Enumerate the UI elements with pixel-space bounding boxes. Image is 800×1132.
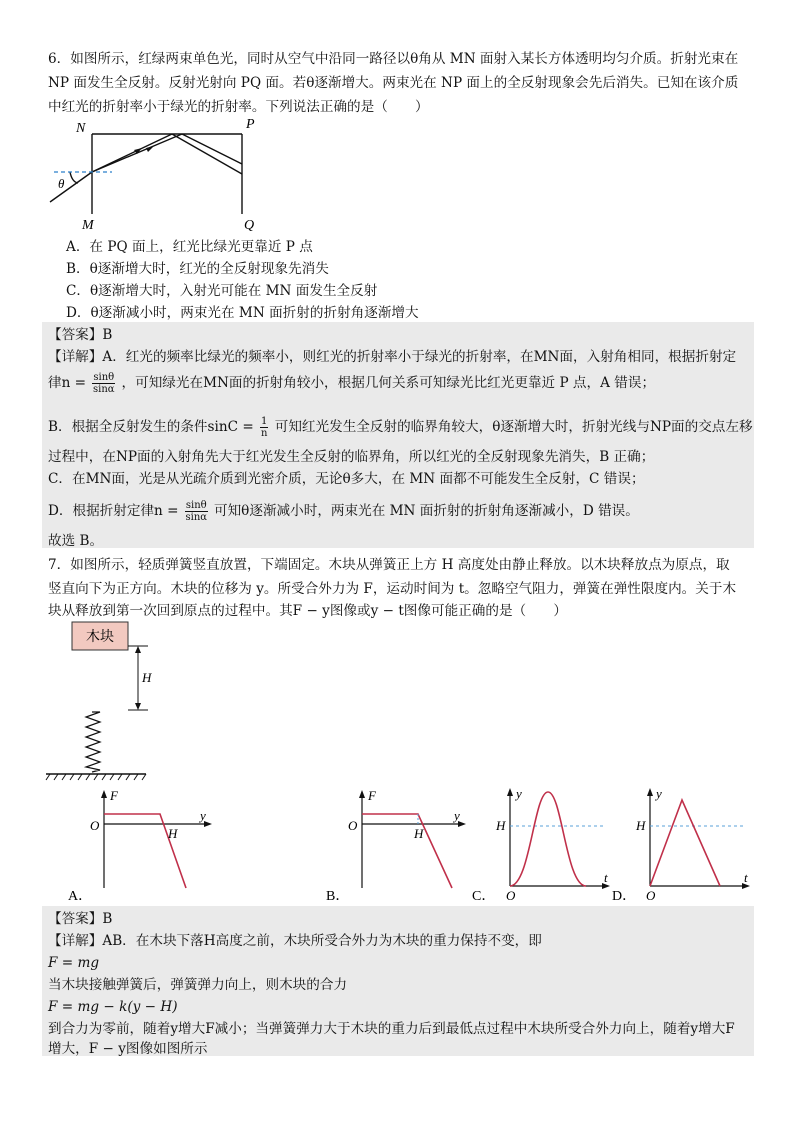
- graph-b: [322, 786, 492, 904]
- q7-spring-diagram: [44, 618, 164, 782]
- label-m: M: [82, 218, 94, 232]
- svg-text:t: t: [604, 870, 608, 885]
- q7-eq-2: F = mg − k(y − H): [48, 999, 178, 1015]
- q6-explain-a-1: 【详解】A．红光的频率比绿光的频率小，则红光的折射率小于绿光的折射率，在MN面，入射角相同，根据折射定: [48, 349, 737, 365]
- svg-text:y: y: [656, 786, 662, 801]
- graph-d: [612, 782, 762, 904]
- q6-prism-diagram: [44, 116, 284, 232]
- svg-text:H: H: [496, 818, 506, 833]
- svg-text:H: H: [168, 826, 178, 841]
- label-n: N: [76, 121, 86, 136]
- q6-answer: 【答案】B: [48, 327, 113, 343]
- q6-stem-line-2: NP 面发生全反射。反射光射向 PQ 面。若θ逐渐增大。两束光在 NP 面上的全反射现象会先后消失。已知在该介质: [48, 75, 739, 91]
- reflected-ray-1: [172, 134, 242, 174]
- label-theta: θ: [58, 176, 65, 191]
- svg-text:O: O: [506, 888, 516, 903]
- q6-explain-b-2: 过程中，在NP面的入射角先大于红光发生全反射的临界角，所以红光的全反射现象先消失，B 正确；: [48, 449, 655, 465]
- svg-text:H: H: [414, 826, 424, 841]
- fraction-snell-2: $\frac{\sin\theta}{\sin\alpha}$: [185, 500, 208, 523]
- block-label: 木块: [86, 630, 114, 645]
- q6-explain-c: C．在MN面，光是从光疏介质到光密介质，无论θ多大，在 MN 面都不可能发生全反射，C 错误；: [48, 471, 645, 487]
- svg-text:A．: A．: [68, 889, 93, 904]
- q7-explain-2: 当木块接触弹簧后，弹簧弹力向上，则木块的合力: [48, 977, 348, 993]
- svg-text:C．: C．: [472, 889, 496, 904]
- label-p: P: [246, 117, 255, 132]
- graph-c: [472, 782, 622, 904]
- svg-text:O: O: [646, 888, 656, 903]
- q6-explain-b-1: B．根据全反射发生的条件sinC = $\frac{1}{n}$ 可知红光发生全反射的临界角较大，θ逐渐增大时，折射光线与NP面的交点左移: [48, 416, 753, 439]
- q6-stem-line-3: 中红光的折射率小于绿光的折射率。下列说法正确的是（ ）: [48, 99, 429, 115]
- q7-eq-1: F = mg: [48, 955, 100, 971]
- q6-option-a: A．在 PQ 面上，红光比绿光更靠近 P 点: [66, 239, 313, 255]
- q7-explain-3: 到合力为零前，随着y增大F减小；当弹簧弹力大于木块的重力后到最低点过程中木块所受合外力向上，随着y增大F: [48, 1021, 735, 1037]
- fraction-critical: $\frac{1}{n}$: [261, 416, 268, 439]
- svg-text:D．: D．: [612, 889, 637, 904]
- q6-explain-a-2: 律n = $\frac{\sin\theta}{\sin\alpha}$ ，可知绿光在MN面的折射角较小，根据几何关系可知绿光比红光更靠近 P 点，A 错误；: [48, 372, 656, 395]
- svg-text:H: H: [636, 818, 646, 833]
- q7-answer: 【答案】B: [48, 911, 113, 927]
- reflected-ray-2: [182, 134, 242, 164]
- graph-b-curve: [362, 814, 452, 888]
- svg-text:F: F: [368, 788, 376, 803]
- svg-text:O: O: [90, 818, 100, 833]
- svg-text:t: t: [744, 870, 748, 885]
- q6-option-b: B．θ逐渐增大时，红光的全反射现象先消失: [66, 261, 329, 277]
- graph-a: [64, 786, 234, 904]
- spring-coil: [86, 712, 100, 772]
- svg-text:B．: B．: [326, 889, 350, 904]
- q6-option-d: D．θ逐渐减小时，两束光在 MN 面折射的折射角逐渐增大: [66, 305, 419, 321]
- q7-stem-line-3: 块从释放到第一次回到原点的过程中。其F − y图像或y − t图像可能正确的是（ ）: [48, 603, 567, 619]
- q7-explain-4: 增大，F − y图像如图所示: [48, 1041, 208, 1057]
- svg-text:F: F: [110, 788, 118, 803]
- svg-text:y: y: [454, 808, 460, 823]
- label-q: Q: [244, 218, 255, 232]
- q7-explain-1: 【详解】AB．在木块下落H高度之前，木块所受合外力为木块的重力保持不变，即: [48, 933, 542, 949]
- q6-option-c: C．θ逐渐增大时，入射光可能在 MN 面发生全反射: [66, 283, 378, 299]
- svg-text:O: O: [348, 818, 358, 833]
- graph-c-curve: [510, 792, 586, 886]
- angle-arc: [70, 172, 78, 183]
- fraction-snell: $\frac{\sin\theta}{\sin\alpha}$: [93, 372, 115, 395]
- svg-text:y: y: [516, 786, 522, 801]
- q6-stem-line-1: 6．如图所示，红绿两束单色光，同时从空气中沿同一路径以θ角从 MN 面射入某长方体透明均匀介质。折射光束在: [48, 51, 739, 67]
- height-label: H: [142, 670, 152, 685]
- graph-d-curve: [650, 800, 720, 886]
- svg-text:y: y: [200, 808, 206, 823]
- q7-stem-line-2: 竖直向下为正方向。木块的位移为 y。所受合外力为 F，运动时间为 t。忽略空气阻力，弹簧在弹性限度内。关于木: [48, 581, 737, 597]
- q7-stem-line-1: 7．如图所示，轻质弹簧竖直放置，下端固定。木块从弹簧正上方 H 高度处由静止释放。以木块释放点为原点，取: [48, 557, 730, 573]
- q6-conclusion: 故选 B。: [48, 533, 104, 549]
- q6-explain-d: D．根据折射定律n = $\frac{\sin\theta}{\sin\alpha}$ 可知θ逐渐减小时，两束光在 MN 面折射的折射角逐渐减小，D 错误。: [48, 500, 639, 523]
